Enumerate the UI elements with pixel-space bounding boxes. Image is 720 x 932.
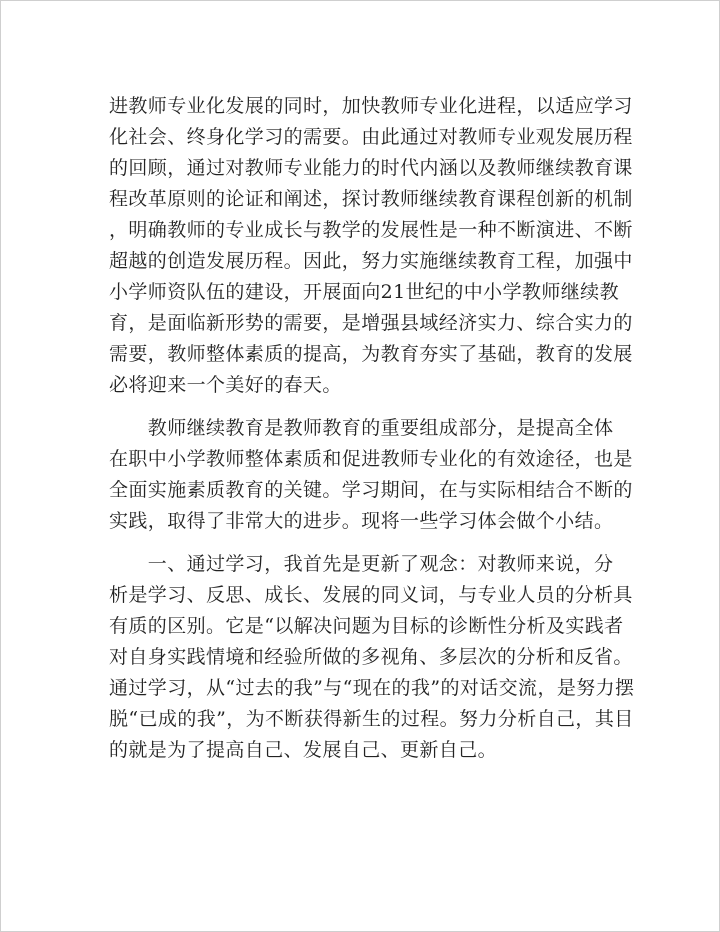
text-line: 程改革原则的论证和阐述，探讨教师继续教育课程创新的机制	[109, 188, 633, 210]
text-line: 一、通过学习，我首先是更新了观念：对教师来说，分	[109, 553, 614, 575]
text-line: 超越的创造发展历程。因此，努力实施继续教育工程，加强中	[109, 250, 633, 272]
paragraph-gap	[109, 401, 629, 413]
text-line: 实践，取得了非常大的进步。现将一些学习体会做个小结。	[109, 510, 614, 532]
text-line: 的回顾，通过对教师专业能力的时代内涵以及教师继续教育课	[109, 157, 633, 179]
paragraph-3	[109, 549, 635, 766]
text-line: 析是学习、反思、成长、发展的同义词，与专业人员的分析具	[109, 584, 633, 606]
text-line: 的就是为了提高自己、发展自己、更新自己。	[109, 739, 498, 761]
text-line: 进教师专业化发展的同时，加快教师专业化进程，以适应学习	[109, 95, 633, 117]
text-line: 教师继续教育是教师教育的重要组成部分，是提高全体	[109, 417, 614, 439]
document-body	[109, 91, 635, 766]
paragraph-2	[109, 413, 633, 537]
paragraph-1	[109, 91, 633, 401]
text-line: 必将迎来一个美好的春天。	[109, 374, 342, 396]
text-line: 小学师资队伍的建设，开展面向21世纪的中小学教师继续教	[109, 281, 619, 303]
text-line: 对自身实践情境和经验所做的多视角、多层次的分析和反省。	[109, 646, 633, 668]
text-line: ，明确教师的专业成长与教学的发展性是一种不断演进、不断	[109, 219, 633, 241]
text-line: 全面实施素质教育的关键。学习期间，在与实际相结合不断的	[109, 479, 633, 501]
text-line: 有质的区别。它是“以解决问题为目标的诊断性分析及实践者	[109, 615, 624, 637]
text-line: 需要，教师整体素质的提高，为教育夯实了基础，教育的发展	[109, 343, 633, 365]
text-line: 化社会、终身化学习的需要。由此通过对教师专业观发展历程	[109, 126, 633, 148]
paragraph-gap	[109, 537, 629, 549]
text-line: 在职中小学教师整体素质和促进教师专业化的有效途径，也是	[109, 448, 633, 470]
text-line: 通过学习，从“过去的我”与“现在的我”的对话交流，是努力摆	[109, 677, 635, 699]
text-line: 脱“已成的我”，为不断获得新生的过程。努力分析自己，其目	[109, 708, 634, 730]
text-line: 育，是面临新形势的需要，是增强县域经济实力、综合实力的	[109, 312, 633, 334]
